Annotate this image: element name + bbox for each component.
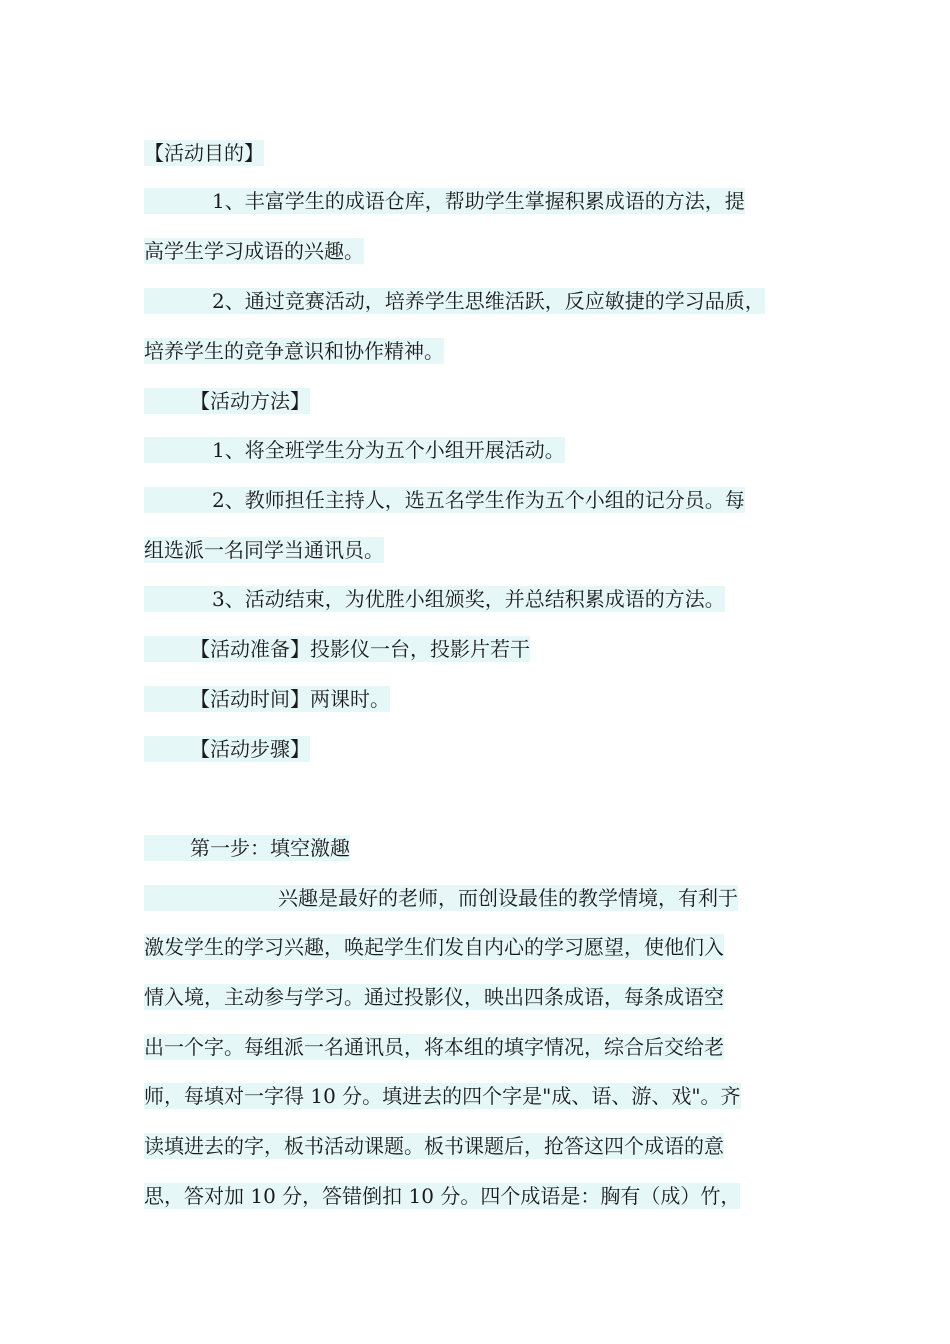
- step1-text-7: 思，答对加 10 分，答错倒扣 10 分。四个成语是：胸有（成）竹，: [144, 1184, 741, 1208]
- step1-paragraph-line5: [144, 1083, 741, 1109]
- method-2-text-2: 组选派一名同学当通讯员。: [144, 538, 384, 562]
- method-3-line: [144, 586, 725, 612]
- step1-text-6: 读填进去的字，板书活动课题。板书课题后，抢答这四个成语的意: [144, 1134, 724, 1158]
- purpose-2-line1: [144, 288, 765, 314]
- heading-purpose-line: [144, 140, 264, 166]
- purpose-2-text-1: 2、通过竞赛活动，培养学生思维活跃，反应敏捷的学习品质，: [144, 288, 765, 314]
- step1-text-2: 激发学生的学习兴趣，唤起学生们发自内心的学习愿望，使他们入: [144, 935, 724, 959]
- step1-paragraph-line1: [144, 885, 738, 911]
- heading-method: 【活动方法】: [144, 388, 310, 414]
- purpose-1-line2: [144, 238, 364, 264]
- heading-steps: 【活动步骤】: [144, 736, 310, 762]
- purpose-2-line2: [144, 338, 444, 364]
- step1-paragraph-line7: [144, 1183, 740, 1209]
- step1-title-line: [144, 835, 350, 861]
- step1-paragraph-line6: [144, 1133, 724, 1159]
- method-2-line2: [144, 537, 384, 563]
- method-2-line1: [144, 487, 745, 513]
- time-line: [144, 686, 390, 712]
- step1-paragraph-line2: [144, 934, 724, 960]
- heading-purpose: 【活动目的】: [144, 141, 264, 165]
- purpose-1-line1: [144, 188, 745, 214]
- heading-steps-line: [144, 736, 310, 762]
- method-3-text: 3、活动结束，为优胜小组颁奖，并总结积累成语的方法。: [144, 586, 725, 612]
- step1-text-3: 情入境，主动参与学习。通过投影仪，映出四条成语，每条成语空: [144, 985, 724, 1009]
- method-2-text-1: 2、教师担任主持人，选五名学生作为五个小组的记分员。每: [144, 487, 745, 513]
- method-1-line: [144, 437, 565, 463]
- purpose-1-text-1: 1、丰富学生的成语仓库，帮助学生掌握积累成语的方法，提: [144, 188, 745, 214]
- step1-title: 第一步：填空激趣: [144, 835, 350, 861]
- step1-text-1: 兴趣是最好的老师，而创设最佳的教学情境，有利于: [144, 885, 738, 911]
- time-text: 【活动时间】两课时。: [144, 686, 390, 712]
- heading-method-line: [144, 388, 310, 414]
- step1-paragraph-line4: [144, 1034, 724, 1060]
- purpose-1-text-2: 高学生学习成语的兴趣。: [144, 239, 364, 263]
- step1-text-5: 师，每填对一字得 10 分。填进去的四个字是"成、语、游、戏"。齐: [144, 1084, 741, 1108]
- prep-text: 【活动准备】投影仪一台，投影片若干: [144, 636, 530, 662]
- purpose-2-text-2: 培养学生的竞争意识和协作精神。: [144, 339, 444, 363]
- step1-paragraph-line3: [144, 984, 724, 1010]
- method-1-text: 1、将全班学生分为五个小组开展活动。: [144, 437, 565, 463]
- prep-line: [144, 636, 530, 662]
- step1-text-4: 出一个字。每组派一名通讯员，将本组的填字情况，综合后交给老: [144, 1035, 724, 1059]
